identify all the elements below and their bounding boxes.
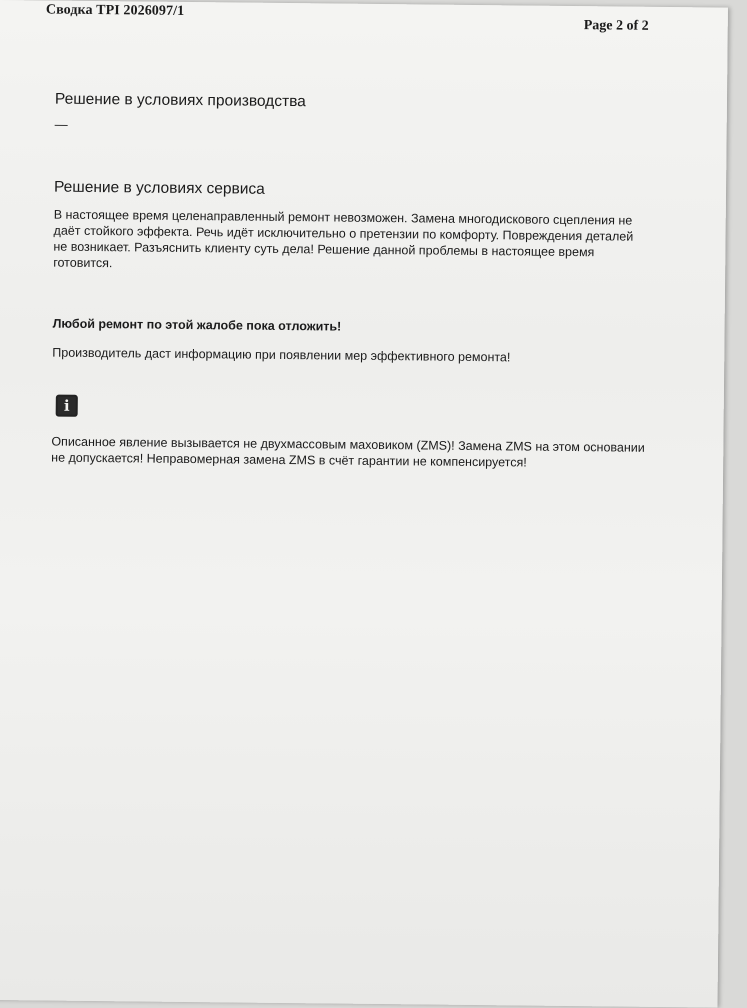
production-solution-heading: Решение в условиях производства bbox=[54, 90, 306, 111]
info-icon: i bbox=[56, 395, 78, 417]
document-id: Сводка TPI 2026097/1 bbox=[45, 2, 185, 19]
production-solution-value: — bbox=[54, 116, 68, 132]
zms-info-paragraph: Описанное явление вызывается не двухмассовым маховиком (ZMS)! Замена ZMS на этом основании не допускается! Неправомерная замена ZMS в счёт гарантии не компенсируется! bbox=[51, 434, 645, 470]
page-number: Page 2 of 2 bbox=[583, 18, 649, 34]
service-solution-paragraph: В настоящее время целенаправленный ремонт невозможен. Замена многодискового сцепления не даёт стойкого эффекта. Речь идёт исключительно о претензии по комфорту. Повреждения деталей не возникает. Разъяснить клиенту суть дела! Решение данной проблемы в настоящее время готовится. bbox=[53, 207, 634, 271]
service-solution-heading: Решение в условиях сервиса bbox=[53, 178, 265, 198]
manufacturer-info-text: Производитель даст информацию при появлении мер эффективного ремонта! bbox=[52, 345, 511, 365]
repair-postpone-notice: Любой ремонт по этой жалобе пока отложить! bbox=[52, 316, 342, 334]
